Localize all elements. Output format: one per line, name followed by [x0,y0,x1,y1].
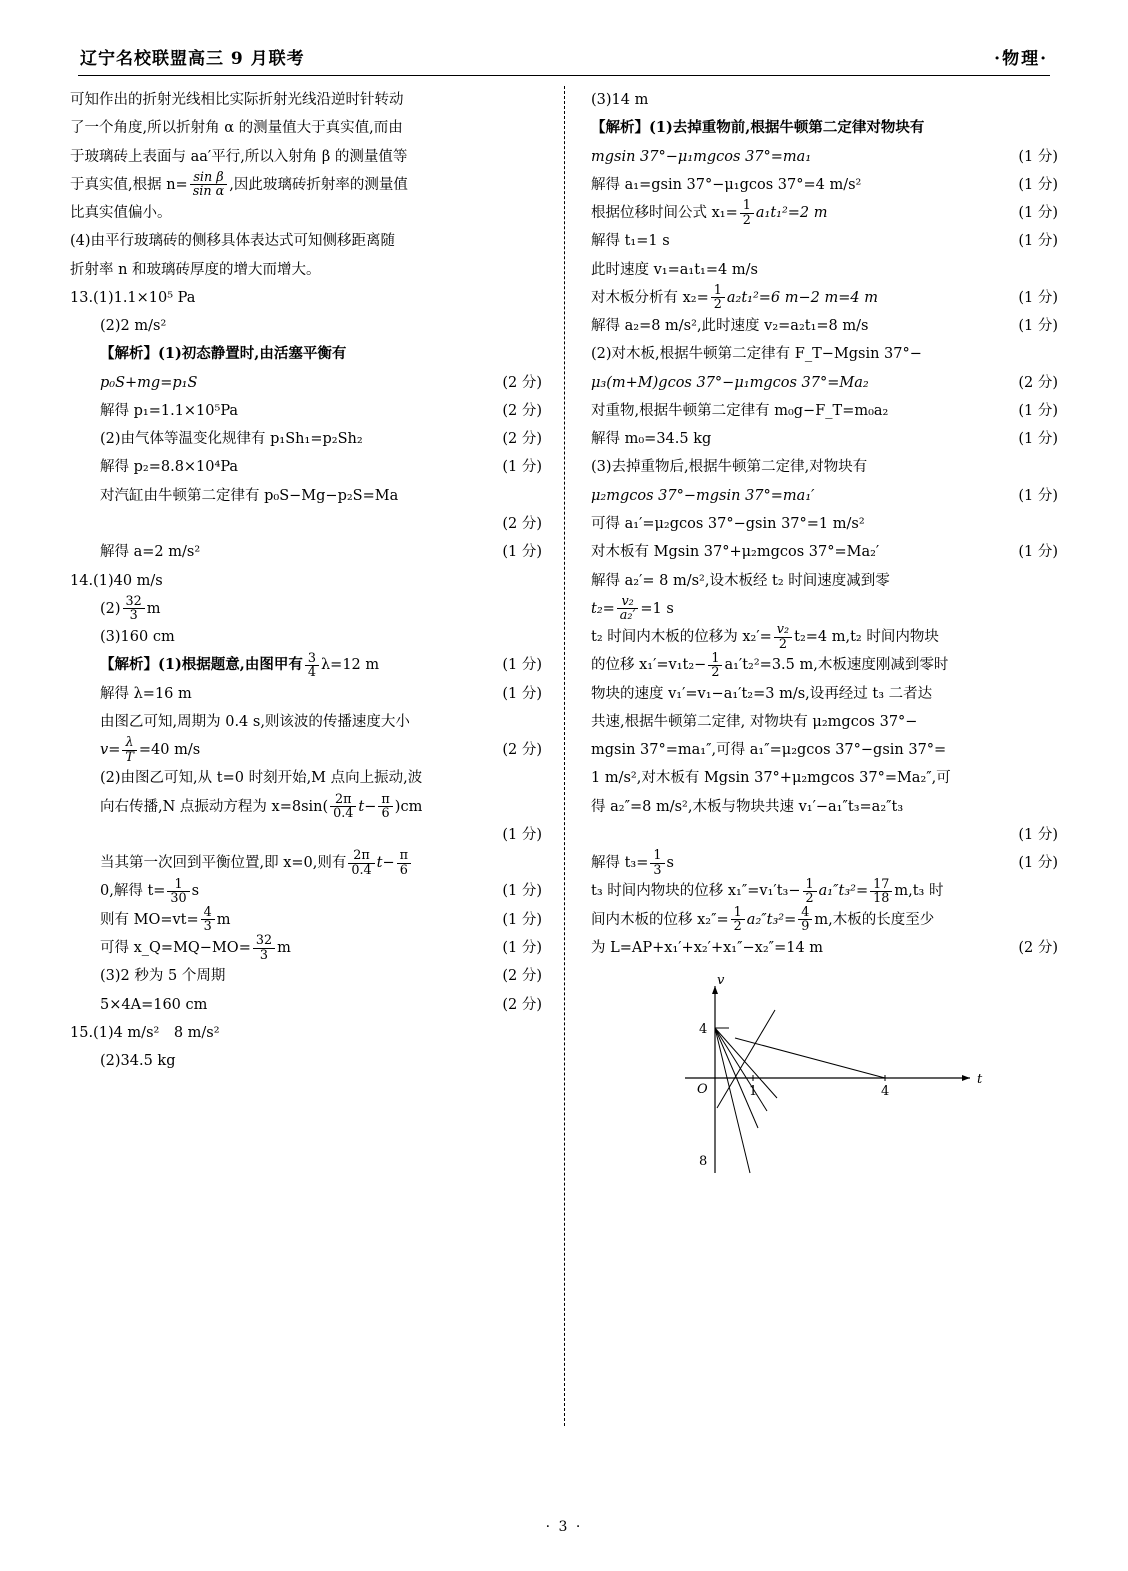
answer-15-line21: 物块的速度 v₁′=v₁−a₁′t₂=3 m/s,设再经过 t₃ 二者达 [591,685,933,702]
answer-15-line29: 为 L=AP+x₁′+x₂′+x₁″−x₂″=14 m (2 分) [591,939,1058,956]
answer-14-line6: 向右传播,N 点振动方程为 x=8sin( $\frac{2\pi}{0.4}$ t− $\frac{\pi}{6}$ )cm [100,791,423,822]
answer-13-eq5: 对汽缸由牛顿第二定律有 p₀S−Mg−p₂S=Ma [100,487,399,504]
left-column [70,86,564,1426]
vt-graph-tick-4: 4 [698,1022,707,1038]
page-header [70,44,1058,73]
fraction-1-2-e: $\frac{1}{2}$ [731,906,745,934]
vt-graph-tick-x4: 4 [880,1084,889,1100]
answer-14-line6-mark: (1 分) [502,826,542,843]
fraction-pi-6-b: $\frac{\pi}{6}$ [397,849,411,877]
fraction-17-18: $\frac{17}{18}$ [870,878,892,906]
answer-15-line9: (2)对木板,根据牛顿第二定律有 F_T−Mgsin 37°− [591,346,922,363]
answer-15-eq14: t₂= $\frac{\text{v₂}}{\text{a₂′}}$ =1 s [591,594,674,624]
fraction-4-9: $\frac{4}{9}$ [798,906,812,934]
answer-15-3: (3)14 m [591,92,649,108]
fraction-1-2-a: $\frac{1}{2}$ [740,199,754,227]
fraction-1-3: $\frac{1}{3}$ [650,849,664,877]
answer-15-1: 15.(1)4 m/s² 8 m/s² [70,1024,220,1041]
answer-14-line5: (2)由图乙可知,从 t=0 时刻开始,M 点向上振动,波 [100,770,423,787]
answer-15-eq9: 对重物,根据牛顿第二定律有 m₀g−F_T=m₀a₂ (1 分) [591,402,1058,419]
answer-14-2: (2) $\frac{32}{3}$ m [100,594,161,624]
fraction-4-3: $\frac{4}{3}$ [201,906,215,934]
answer-15-eq7: 解得 a₂=8 m/s²,此时速度 v₂=a₂t₁=8 m/s (1 分) [591,318,1058,335]
answer-14-1: 14.(1)40 m/s [70,572,163,589]
para-12-line4-a: 于真实值,根据 n= [70,176,188,193]
answer-13-eq6: 解得 a=2 m/s² (1 分) [100,544,542,561]
answer-15-analysis-head: 【解析】(1)去掉重物前,根据牛顿第二定律对物块有 [591,119,925,137]
answer-15-line19: t₂ 时间内木板的位移为 x₂′= $\frac{\text{v₂}}{2}$ t₂=4 m,t₂ 时间内物块 [591,622,939,652]
answer-14-eq2: 解得 λ=16 m (1 分) [100,685,542,702]
answer-15-line26: 解得 t₃= $\frac{1}{3}$ s (1 分) [591,848,1058,878]
answer-14-line7: 当其第一次回到平衡位置,即 x=0,则有 $\frac{2\pi}{0.4}$ t− $\frac{\pi}{6}$ [70,849,542,877]
fraction-2pi-04: $\frac{2\pi}{0.4}$ [330,793,356,821]
vt-graph-tick-neg8: 8 [698,1154,707,1170]
vt-graph-svg [655,968,995,1198]
answer-15-eq13: 对木板有 Mgsin 37°+μ₂mgcos 37°=Ma₂′ (1 分) [591,544,1058,561]
vt-graph-y-label: v [716,973,724,989]
answer-13-2: (2)2 m/s² [100,318,167,335]
fraction-2pi-04-b: $\frac{2\pi}{0.4}$ [348,849,374,877]
answer-14-line11: (3)2 秒为 5 个周期 (2 分) [100,968,542,985]
para-12-line4 [70,171,542,199]
vt-graph-tick-x1: 1 [748,1084,757,1100]
answer-13-eq4: 解得 p₂=8.8×10⁴Pa (1 分) [100,459,542,476]
answer-15-eq1: mgsin 37°−μ₁mgcos 37°=ma₁ (1 分) [591,148,1058,165]
two-column-body [70,86,1058,1426]
answer-15-line25: 得 a₂″=8 m/s²,木板与物块共速 v₁′−a₁″t₃=a₂″t₃ [591,798,904,815]
answer-14-line10: 可得 x_Q=MQ−MO= $\frac{32}{3}$ m (1 分) [100,933,542,963]
answer-13-eq1: p₀S+mg=p₁S (2 分) [100,374,542,391]
answer-15-line20: 的位移 x₁′=v₁t₂− $\frac{1}{2}$ a₁′t₂²=3.5 m,木板速度刚减到零时 [591,650,949,680]
para-12-4-line2: 折射率 n 和玻璃砖厚度的增大而增大。 [70,261,321,278]
answer-14-line8: 0,解得 t= $\frac{1}{30}$ s (1 分) [100,876,542,907]
header-subject: ·物理· [994,49,1048,69]
answer-15-line24: 1 m/s²,对木板有 Mgsin 37°+μ₂mgcos 37°=Ma₂″,可 [591,770,951,787]
answer-15-eq8: μ₃(m+M)gcos 37°−μ₁mgcos 37°=Ma₂ (2 分) [591,374,1058,391]
answer-14-line12: 5×4A=160 cm (2 分) [100,996,542,1013]
answer-15-eq10: 解得 m₀=34.5 kg (1 分) [591,431,1058,448]
answer-14-line3: 由图乙可知,周期为 0.4 s,则该波的传播速度大小 [100,713,410,730]
page-footer: · 3 · [545,1519,583,1535]
para-12-line3: 于玻璃砖上表面与 aa′平行,所以入射角 β 的测量值等 [70,148,408,165]
para-12-line4-b: ,因此玻璃砖折射率的测量值 [229,176,408,193]
answer-13-eq3: (2)由气体等温变化规律有 p₁Sh₁=p₂Sh₂ (2 分) [100,431,542,448]
fraction-32-3-b: $\frac{32}{3}$ [253,934,275,962]
fraction-v2-a2: $\frac{\text{v₂}}{\text{a₂′}}$ [617,595,639,623]
answer-15-eq6: 对木板分析有 x₂= $\frac{1}{2}$ a₂t₁²=6 m−2 m=4 m (1 分) [591,283,1058,313]
answer-15-eq11: μ₂mgcos 37°−mgsin 37°=ma₁′ (1 分) [591,487,1058,504]
answer-15-line13: (3)去掉重物后,根据牛顿第二定律,对物块有 [591,459,868,476]
fraction-1-2-d: $\frac{1}{2}$ [803,878,817,906]
answer-15-line23: mgsin 37°=ma₁″,可得 a₁″=μ₂gcos 37°−gsin 37°= [591,742,947,759]
answer-15-eq2: 解得 a₁=gsin 37°−μ₁gcos 37°=4 m/s² (1 分) [591,176,1058,193]
answer-15-eq4: 解得 t₁=1 s (1 分) [591,233,1058,250]
answer-15-line22: 共速,根据牛顿第二定律, 对物块有 μ₂mgcos 37°− [591,713,918,730]
para-12-line1: 可知作出的折射光线相比实际折射光线沿逆时针转动 [70,92,404,108]
answer-14-line9: 则有 MO=vt= $\frac{4}{3}$ m (1 分) [100,904,542,935]
answer-14-analysis-head: 【解析】(1)根据题意,由图甲有 $\frac{3}{4}$ λ=12 m (1 分) [100,650,542,680]
answer-15-2: (2)34.5 kg [100,1053,176,1070]
fraction-1-30: $\frac{1}{30}$ [167,878,189,906]
answer-15-line25-mark: (1 分) [1018,826,1058,843]
header-rule [78,75,1050,76]
fraction-3-4: $\frac{3}{4}$ [305,652,319,680]
fraction-1-2-b: $\frac{1}{2}$ [711,284,725,312]
answer-15-line28: 间内木板的位移 x₂″= $\frac{1}{2}$ a₂″t₃²= $\frac{4}{9}$ m,木板的长度至少 [591,904,935,935]
fraction-sinb-sina: $\frac{\text{sin β}}{\text{sin α}}$ [190,171,228,199]
answer-13-eq2: 解得 p₁=1.1×10⁵Pa (2 分) [100,402,542,419]
answer-13-1: 13.(1)1.1×10⁵ Pa [70,289,196,306]
answer-13-eq5-mark: (2 分) [502,515,542,532]
answer-15-eq12: 可得 a₁′=μ₂gcos 37°−gsin 37°=1 m/s² [591,515,865,532]
answer-13-analysis-head: 【解析】(1)初态静置时,由活塞平衡有 [100,345,347,363]
right-column [564,86,1058,1426]
fraction-pi-6: $\frac{\pi}{6}$ [378,793,392,821]
vt-graph-x-label: t [976,1072,982,1088]
answer-15-line17: 解得 a₂′= 8 m/s²,设木板经 t₂ 时间速度减到零 [591,572,890,589]
para-12-line2: 了一个角度,所以折射角 α 的测量值大于真实值,而由 [70,120,403,137]
velocity-time-graph [591,968,1058,1198]
para-12-line5: 比真实值偏小。 [70,205,172,222]
answer-14-3: (3)160 cm [100,629,175,646]
fraction-v2-2: $\frac{\text{v₂}}{2}$ [774,623,792,651]
vt-graph-origin: O [696,1082,708,1098]
para-12-4-line1: (4)由平行玻璃砖的侧移具体表达式可知侧移距离随 [70,233,396,250]
header-exam-title: 辽宁名校联盟高三 9 月联考 [80,49,305,69]
answer-15-eq5: 此时速度 v₁=a₁t₁=4 m/s [591,261,758,278]
answer-14-eq4: v= $\frac{\lambda}{T}$ =40 m/s (2 分) [100,735,542,765]
fraction-32-3: $\frac{32}{3}$ [123,595,145,623]
fraction-lambda-T: $\frac{\lambda}{T}$ [122,736,137,764]
fraction-1-2-c: $\frac{1}{2}$ [708,652,722,680]
answer-15-eq3: 根据位移时间公式 x₁= $\frac{1}{2}$ a₁t₁²=2 m (1 分) [591,198,1058,228]
answer-15-line27: t₃ 时间内物块的位移 x₁″=v₁′t₃− $\frac{1}{2}$ a₁″t₃²= $\frac{17}{18}$ m,t₃ 时 [591,876,944,907]
